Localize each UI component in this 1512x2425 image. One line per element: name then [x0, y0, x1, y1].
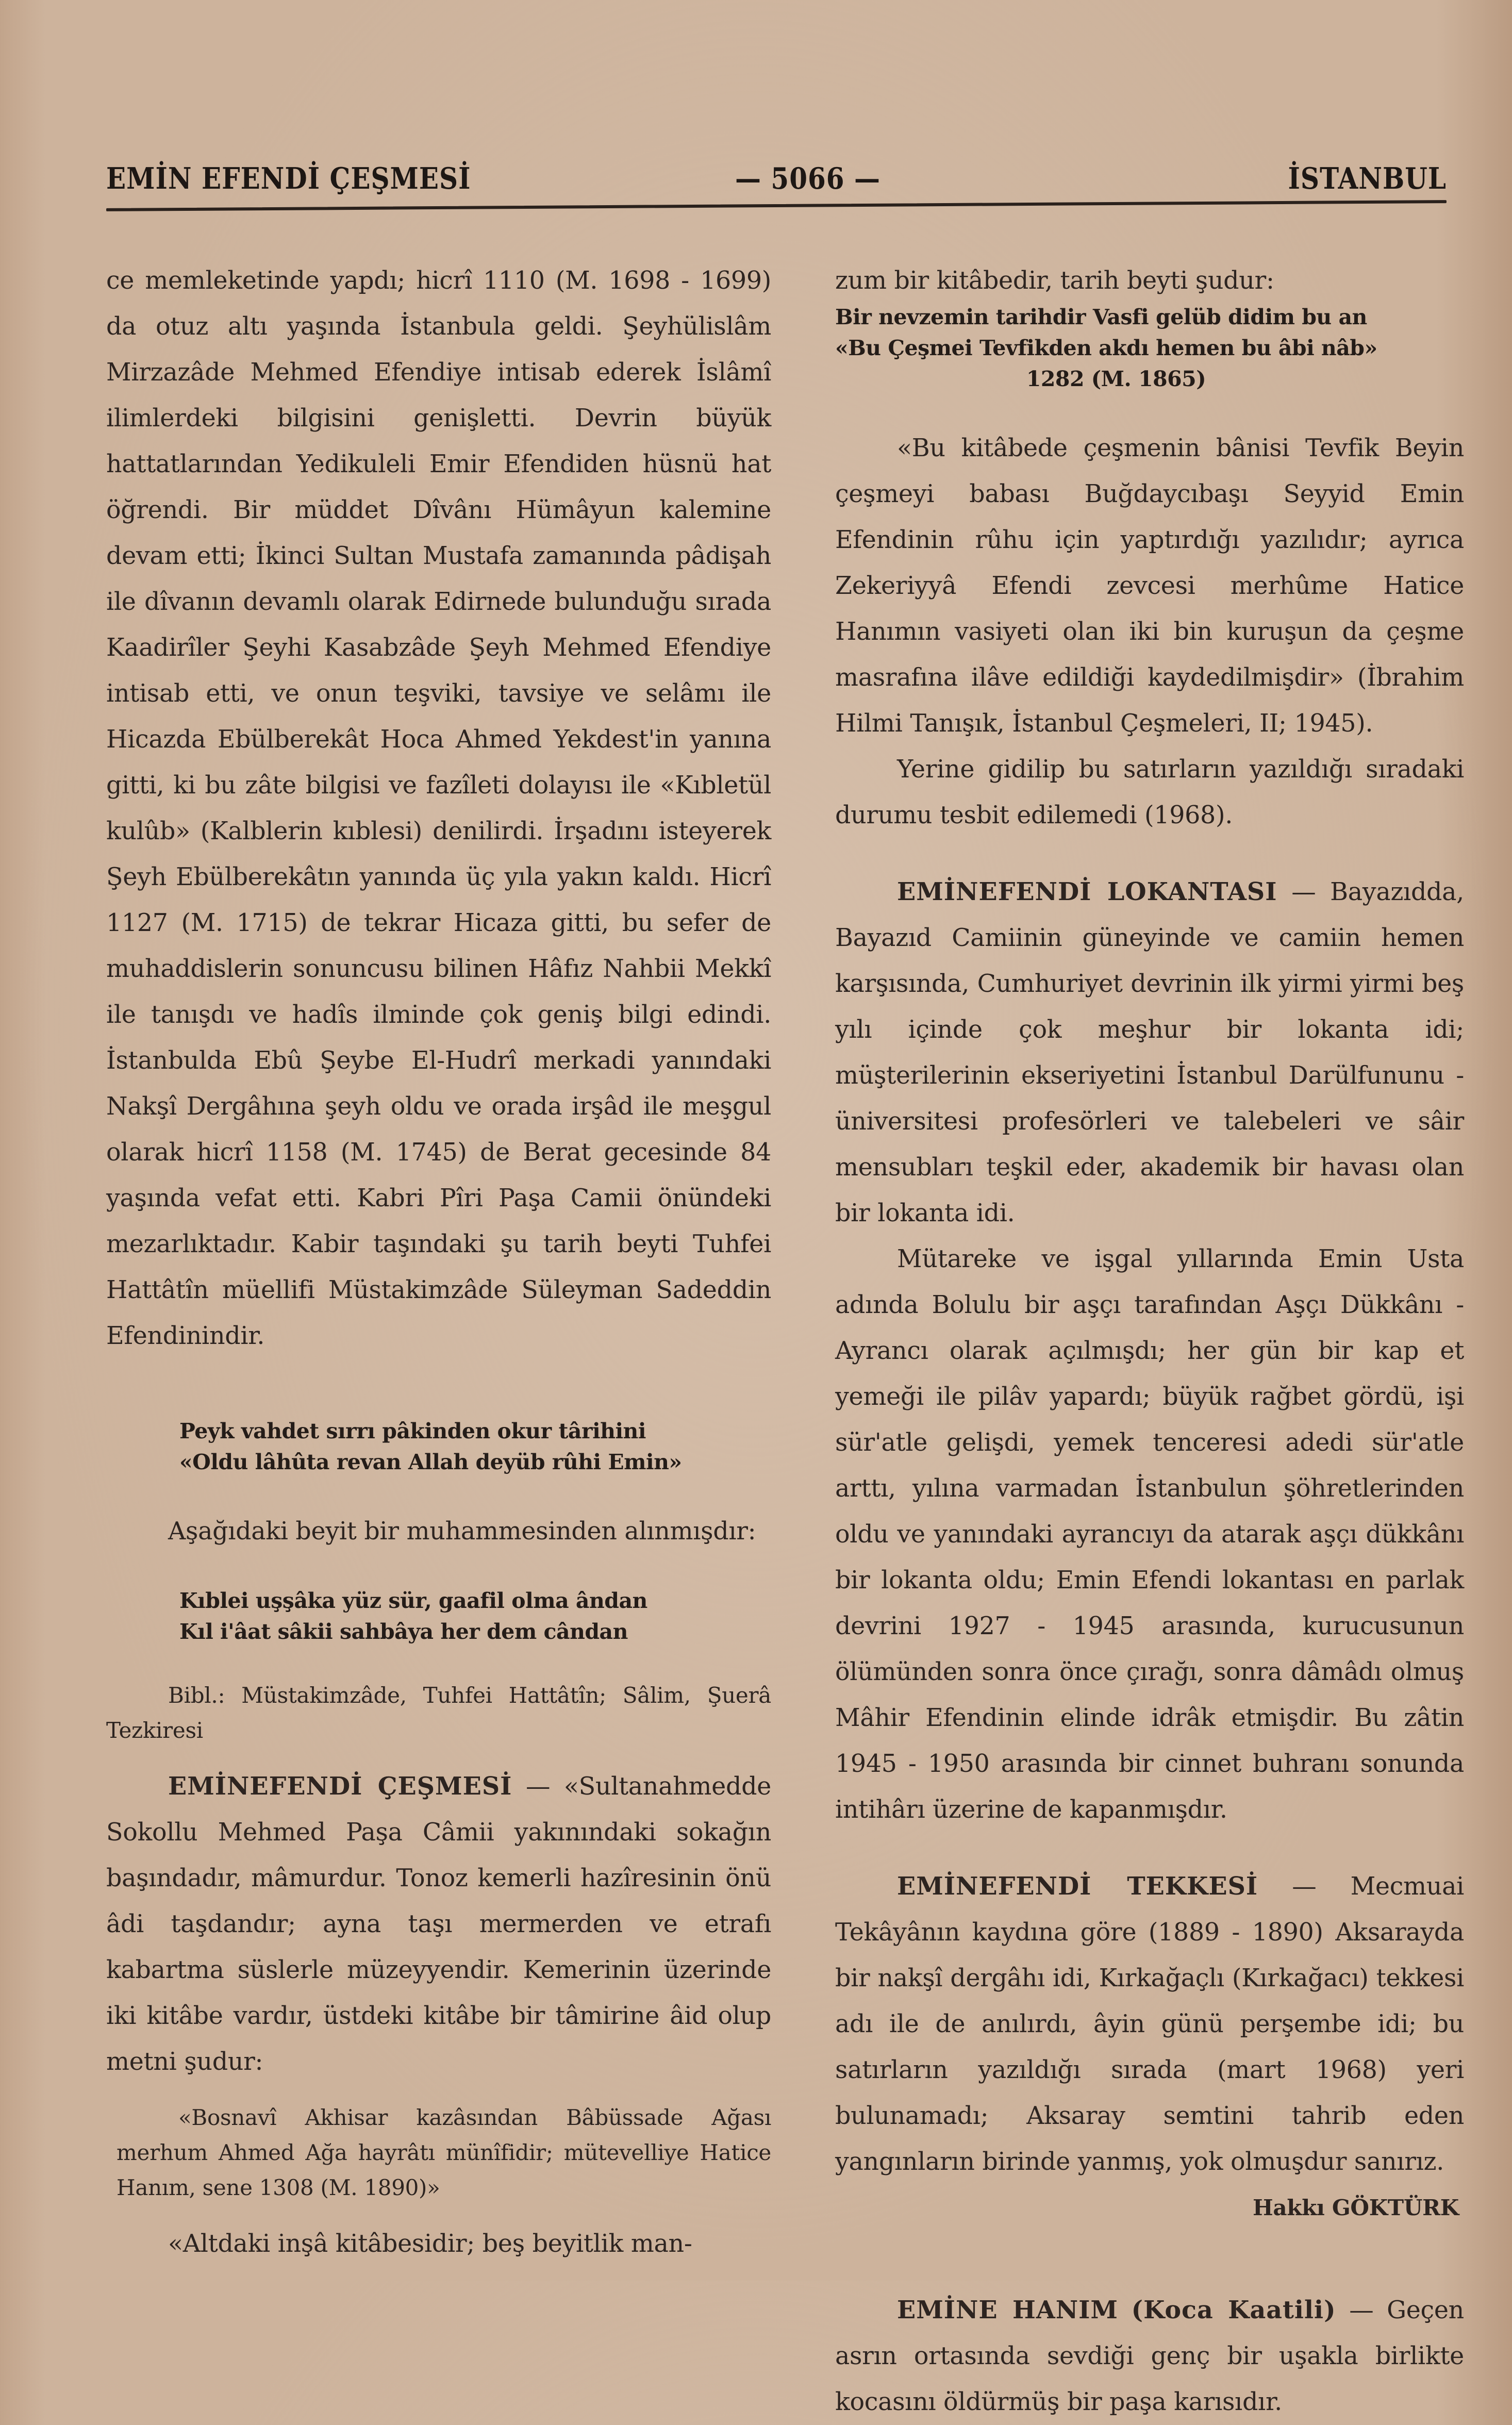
- entry-eminefendi-lokantasi: [835, 869, 1464, 1236]
- header-entry-title: EMİN EFENDİ ÇEŞMESİ: [106, 161, 471, 196]
- entry-subtitle: (Koca Kaatili): [1131, 2296, 1336, 2324]
- entry-dash: —: [1291, 878, 1316, 906]
- entry-dash: —: [1349, 2296, 1374, 2324]
- entry-text: Bayazıdda, Bayazıd Camiinin güneyinde ve camiin hemen karşısında, Cumhuriyet devrinin ilk yirmi yirmi beş yılı içinde çok meşhur bir lokanta idi; müşterilerinin ekseriyetini İstanbul Darülfununu - üniversitesi profesörleri ve talebeleri ve sâir mensubları teşkil eder, akademik bir havası olan bir lokanta idi.: [835, 878, 1464, 1227]
- entry-dash: —: [1292, 1872, 1317, 1901]
- running-header: [106, 155, 1447, 217]
- inscription-quote: «Bosnavî Akhisar kazâsından Bâbüssade Ağası merhum Ahmed Ağa hayrâtı münîfidir; mütevelliye Hatice Hanım, sene 1308 (M. 1890)»: [117, 2105, 771, 2200]
- page-number: — 5066 —: [735, 161, 880, 196]
- verse-line: Bir nevzemin tarihdir Vasfi gelüb didim bu an: [835, 305, 1367, 329]
- entry-text: «Sultanahmedde Sokollu Mehmed Paşa Câmii yakınındaki sokağın başındadır, mâmurdur. Tonoz kemerli hazîresinin önü âdi taşdandır; ayna taşı mermerden ve etrafı kabartma süslerle müzeyyendir. Kemerinin üzerinde iki kitâbe vardır, üstdeki kitâbe bir tâmirine âid olup metni şudur:: [106, 1772, 771, 2076]
- inscription-intro-paragraph: «Altdaki inşâ kitâbesidir; beş beyitlik man-: [168, 2230, 692, 2258]
- verse-line: Kıblei uşşâka yüz sür, gaafil olma ândan: [179, 1588, 647, 1613]
- muhammes-verse: [106, 1585, 771, 1647]
- entry-eminefendi-cesmesi: [106, 1764, 771, 2085]
- header-volume-title: İSTANBUL: [1288, 161, 1447, 196]
- entry-title: EMİNEFENDİ LOKANTASI: [897, 877, 1277, 906]
- verse-line: «Oldu lâhûta revan Allah deyüb rûhi Emin»: [179, 1450, 682, 1474]
- entry-text: Geçen asrın ortasında sevdiği genç bir uşakla birlikte kocasını öldürmüş bir paşa karısıdır.: [835, 2296, 1464, 2416]
- bibliography: Bibl.: Müstakimzâde, Tuhfei Hattâtîn; Sâlim, Şuerâ Tezkiresi: [106, 1683, 771, 1743]
- lokanta-history-paragraph: Mütareke ve işgal yıllarında Emin Usta adında Bolulu bir aşçı tarafından Aşçı Dükkânı - Ayrancı olarak açılmışdı; her gün bir kap et yemeği ile pilâv yapardı; büyük rağbet gördü, işi sür'atle gelişdi, yemek tenceresi adedi sür'atle arttı, yılına varmadan İstanbulun şöhretlerinden oldu ve yanındaki ayrancıyı da atarak aşçı dükkânı bir lokanta oldu; Emin Efendi lokantası en parlak devrini 1927 - 1945 arasında, kurucusunun ölümünden sonra önce çırağı, sonra dâmâdı olmuş Mâhir Efendinin elinde idrâk etmişdir. Bu zâtin 1945 - 1950 arasında bir cinnet buhranı sonunda intihârı üzerine de kapanmışdır.: [835, 1245, 1464, 1824]
- entry-text: Mecmuai Tekâyânın kaydına göre (1889 - 1890) Aksarayda bir nakşî dergâhı idi, Kırkağaçlı (Kırkağacı) tekkesi adı ile de anılırdı, âyin günü perşembe idi; bu satırların yazıldığı sırada (mart 1968) yeri bulunamadı; Aksaray semtini tahrib eden yangınların birinde yanmış, yok olmuşdur sanırız.: [835, 1872, 1464, 2176]
- entry-dash: —: [525, 1772, 551, 1801]
- author-signature: Hakkı GÖKTÜRK: [1252, 2195, 1459, 2220]
- entry-title: EMİNEFENDİ ÇEŞMESİ: [168, 1772, 512, 1801]
- verse-date: 1282 (M. 1865): [1026, 367, 1206, 391]
- left-column: [106, 258, 771, 2267]
- verse-line: Kıl i'âat sâkii sahbâya her dem cândan: [179, 1619, 628, 1644]
- right-column: [835, 258, 1464, 2425]
- entry-eminefendi-tekkesi: [835, 1864, 1464, 2185]
- header-rule: [106, 200, 1447, 211]
- verse-line: Peyk vahdet sırrı pâkinden okur târihini: [179, 1419, 646, 1443]
- biography-paragraph: ce memleketinde yapdı; hicrî 1110 (M. 1698 - 1699) da otuz altı yaşında İstanbula geldi. Şeyhülislâm Mirzazâde Mehmed Efendiye intisab ederek İslâmî ilimlerdeki bilgisini genişletti. Devrin büyük hattatlarından Yedikuleli Emir Efendiden hüsnü hat öğrendi. Bir müddet Dîvânı Hümâyun kalemine devam etti; İkinci Sultan Mustafa zamanında pâdişah ile dîvanın devamlı olarak Edirnede bulunduğu sırada Kaadirîler Şeyhi Kasabzâde Şeyh Mehmed Efendiye intisab etti, ve onun teşviki, tavsiye ve selâmı ile Hicazda Ebülberekât Hoca Ahmed Yekdest'in yanına gitti, ki bu zâte bilgisi ve fazîleti dolayısı ile «Kıbletül kulûb» (Kalblerin kıblesi) denilirdi. İrşadını isteyerek Şeyh Ebülberekâtın yanında üç yıla yakın kaldı. Hicrî 1127 (M. 1715) de tekrar Hicaza gitti, bu sefer de muhaddislerin sonuncusu bilinen Hâfız Nahbii Mekkî ile tanışdı ve hadîs ilminde çok geniş bilgi edindi. İstanbulda Ebû Şeybe El-Hudrî merkadi yanındaki Nakşî Dergâhına şeyh oldu ve orada irşâd ile meşgul olarak hicrî 1158 (M. 1745) de Berat gecesinde 84 yaşında vefat etti. Kabri Pîri Paşa Camii önündeki mezarlıktadır. Kabir taşındaki şu tarih beyti Tuhfei Hattâtîn müellifi Müstakimzâde Süleyman Sadeddin Efendinindir.: [106, 267, 771, 1350]
- entry-title: EMİNE HANIM: [897, 2296, 1118, 2324]
- entry-title: EMİNEFENDİ TEKKESİ: [897, 1872, 1258, 1901]
- inscription-description-paragraph: «Bu kitâbede çeşmenin bânisi Tevfik Beyin çeşmeyi babası Buğdaycıbaşı Seyyid Emin Efendinin rûhu için yaptırdığı yazılıdır; ayrıca Zekeriyyâ Efendi zevcesi merhûme Hatice Hanımın vasiyeti olan iki bin kuruşun da çeşme masrafına ilâve edildiği kaydedilmişdir» (İbrahim Hilmi Tanışık, İstanbul Çeşmeleri, II; 1945).: [835, 434, 1464, 738]
- status-paragraph: Yerine gidilip bu satırların yazıldığı sıradaki durumu tesbit edilemedi (1968).: [835, 755, 1464, 829]
- continuation-paragraph: zum bir kitâbedir, tarih beyti şudur:: [835, 267, 1274, 295]
- entry-emine-hanim: [835, 2287, 1464, 2425]
- chronogram-verse: [835, 302, 1464, 394]
- verse-intro-paragraph: Aşağıdaki beyit bir muhammesinden alınmışdır:: [168, 1517, 756, 1546]
- verse-line: «Bu Çeşmei Tevfikden akdı hemen bu âbi nâb»: [835, 336, 1377, 360]
- epitaph-verse: [106, 1416, 771, 1477]
